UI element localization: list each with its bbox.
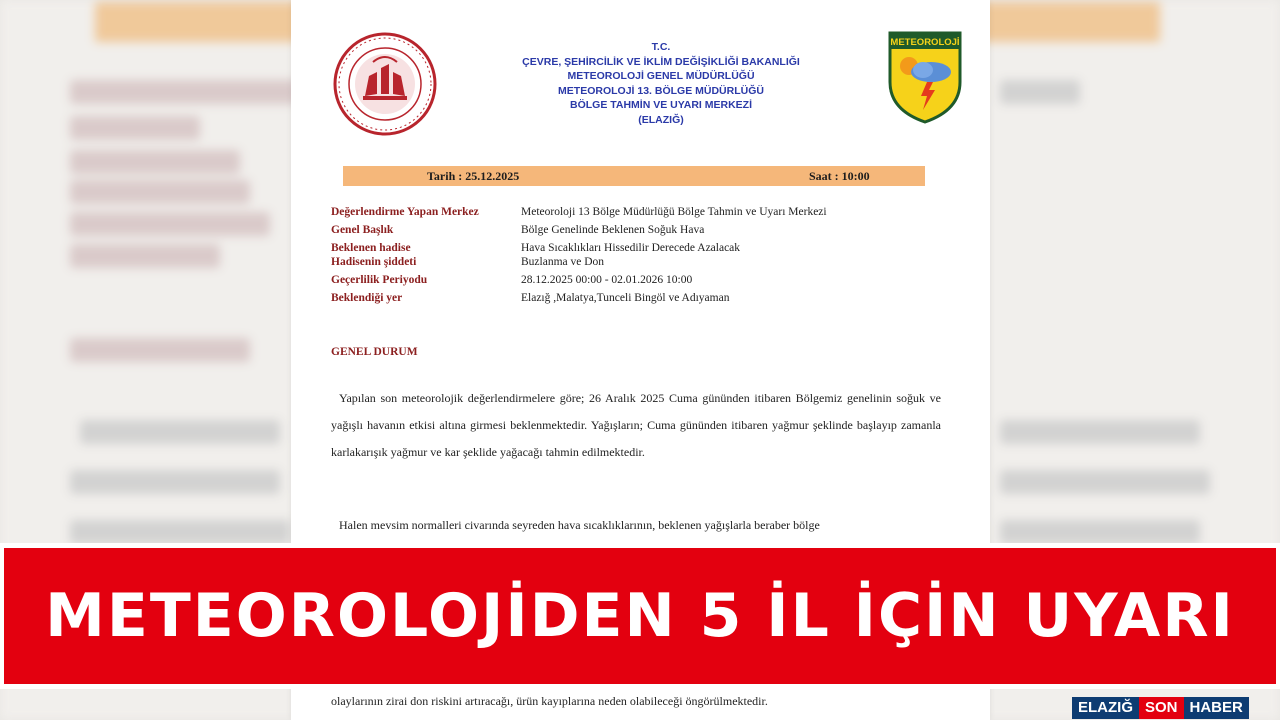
info-label: Değerlendirme Yapan Merkez bbox=[331, 206, 479, 218]
blurred-line bbox=[1000, 520, 1200, 544]
site-watermark bbox=[1072, 697, 1249, 719]
header-line: (ELAZIĞ) bbox=[638, 113, 684, 126]
header-line: BÖLGE TAHMİN VE UYARI MERKEZİ bbox=[569, 99, 752, 112]
watermark-part: ELAZIĞ bbox=[1072, 697, 1139, 719]
body-paragraph: olaylarının zirai don riskini artıracağı, ürün kayıplarına neden olabileceği öngörülmektedir. bbox=[331, 694, 768, 708]
blurred-line bbox=[70, 244, 220, 268]
info-value: Hava Sıcaklıkları Hissedilir Derecede Azalacak bbox=[521, 242, 741, 254]
info-value: Bölge Genelinde Beklenen Soğuk Hava bbox=[521, 224, 705, 236]
body-paragraph: Yapılan son meteorolojik değerlendirmelere göre; 26 Aralık 2025 Cuma gününden itibaren Bölgemiz genelinin soğuk ve yağışlı havanın etkisi altına girmesi beklenmektedir. Yağışların; Cuma gününden itibaren yağmur şeklinde başlayıp zamanla karlakarışık yağmur ve kar şeklide yağacağı tahmin edilmektedir. bbox=[331, 391, 941, 459]
blurred-line bbox=[1000, 470, 1210, 494]
ministry-seal-icon bbox=[333, 32, 437, 136]
info-value: 28.12.2025 00:00 - 02.01.2026 10:00 bbox=[521, 274, 693, 286]
info-table bbox=[331, 206, 971, 310]
logo-text: METEOROLOJİ bbox=[890, 37, 960, 48]
section-title: GENEL DURUM bbox=[331, 346, 418, 358]
blurred-line bbox=[80, 420, 280, 444]
info-value: Buzlanma ve Don bbox=[521, 256, 605, 268]
info-label: Hadisenin şiddeti bbox=[331, 256, 417, 268]
report-time: Saat : 10:00 bbox=[809, 169, 870, 183]
blurred-line bbox=[70, 212, 270, 236]
info-row bbox=[331, 206, 971, 224]
blurred-line bbox=[70, 338, 250, 362]
info-row bbox=[331, 292, 971, 310]
info-value: Meteoroloji 13 Bölge Müdürlüğü Bölge Tahmin ve Uyarı Merkezi bbox=[521, 206, 827, 218]
watermark-part: SON bbox=[1139, 697, 1184, 719]
info-row bbox=[331, 256, 971, 274]
info-label: Geçerlilik Periyodu bbox=[331, 274, 428, 286]
ministry-header bbox=[441, 40, 881, 128]
headline-banner bbox=[0, 543, 1280, 689]
header-line: ÇEVRE, ŞEHİRCİLİK VE İKLİM DEĞİŞİKLİĞİ BAKANLIĞI bbox=[522, 55, 800, 68]
header-line: METEOROLOJİ 13. BÖLGE MÜDÜRLÜĞÜ bbox=[558, 84, 764, 97]
info-row bbox=[331, 242, 971, 256]
watermark-part: HABER bbox=[1184, 697, 1249, 719]
blurred-line bbox=[70, 150, 240, 174]
headline-text: METEOROLOJİDEN 5 İL İÇİN UYARI bbox=[45, 581, 1235, 651]
info-label: Beklenen hadise bbox=[331, 242, 411, 254]
header-line: T.C. bbox=[651, 41, 671, 53]
headline-banner-inner bbox=[4, 548, 1276, 684]
info-label: Genel Başlık bbox=[331, 224, 394, 236]
report-date: Tarih : 25.12.2025 bbox=[427, 169, 520, 183]
blurred-line bbox=[70, 116, 200, 140]
blurred-line bbox=[70, 80, 300, 104]
info-label: Beklendiği yer bbox=[331, 292, 403, 304]
header-line: METEOROLOJİ GENEL MÜDÜRLÜĞÜ bbox=[567, 70, 755, 83]
meteoroloji-logo-icon bbox=[887, 30, 963, 124]
blurred-line bbox=[70, 470, 280, 494]
blurred-line bbox=[1000, 420, 1200, 444]
blurred-line bbox=[70, 520, 290, 544]
info-value: Elazığ ,Malatya,Tunceli Bingöl ve Adıyaman bbox=[521, 292, 730, 304]
info-row bbox=[331, 224, 971, 242]
body-paragraph: Halen mevsim normalleri civarında seyreden hava sıcaklıklarının, beklenen yağışlarla beraber bölge bbox=[339, 518, 820, 532]
blurred-line bbox=[1000, 80, 1080, 104]
blurred-line bbox=[70, 180, 250, 204]
info-row bbox=[331, 274, 971, 292]
date-bar bbox=[343, 166, 925, 186]
